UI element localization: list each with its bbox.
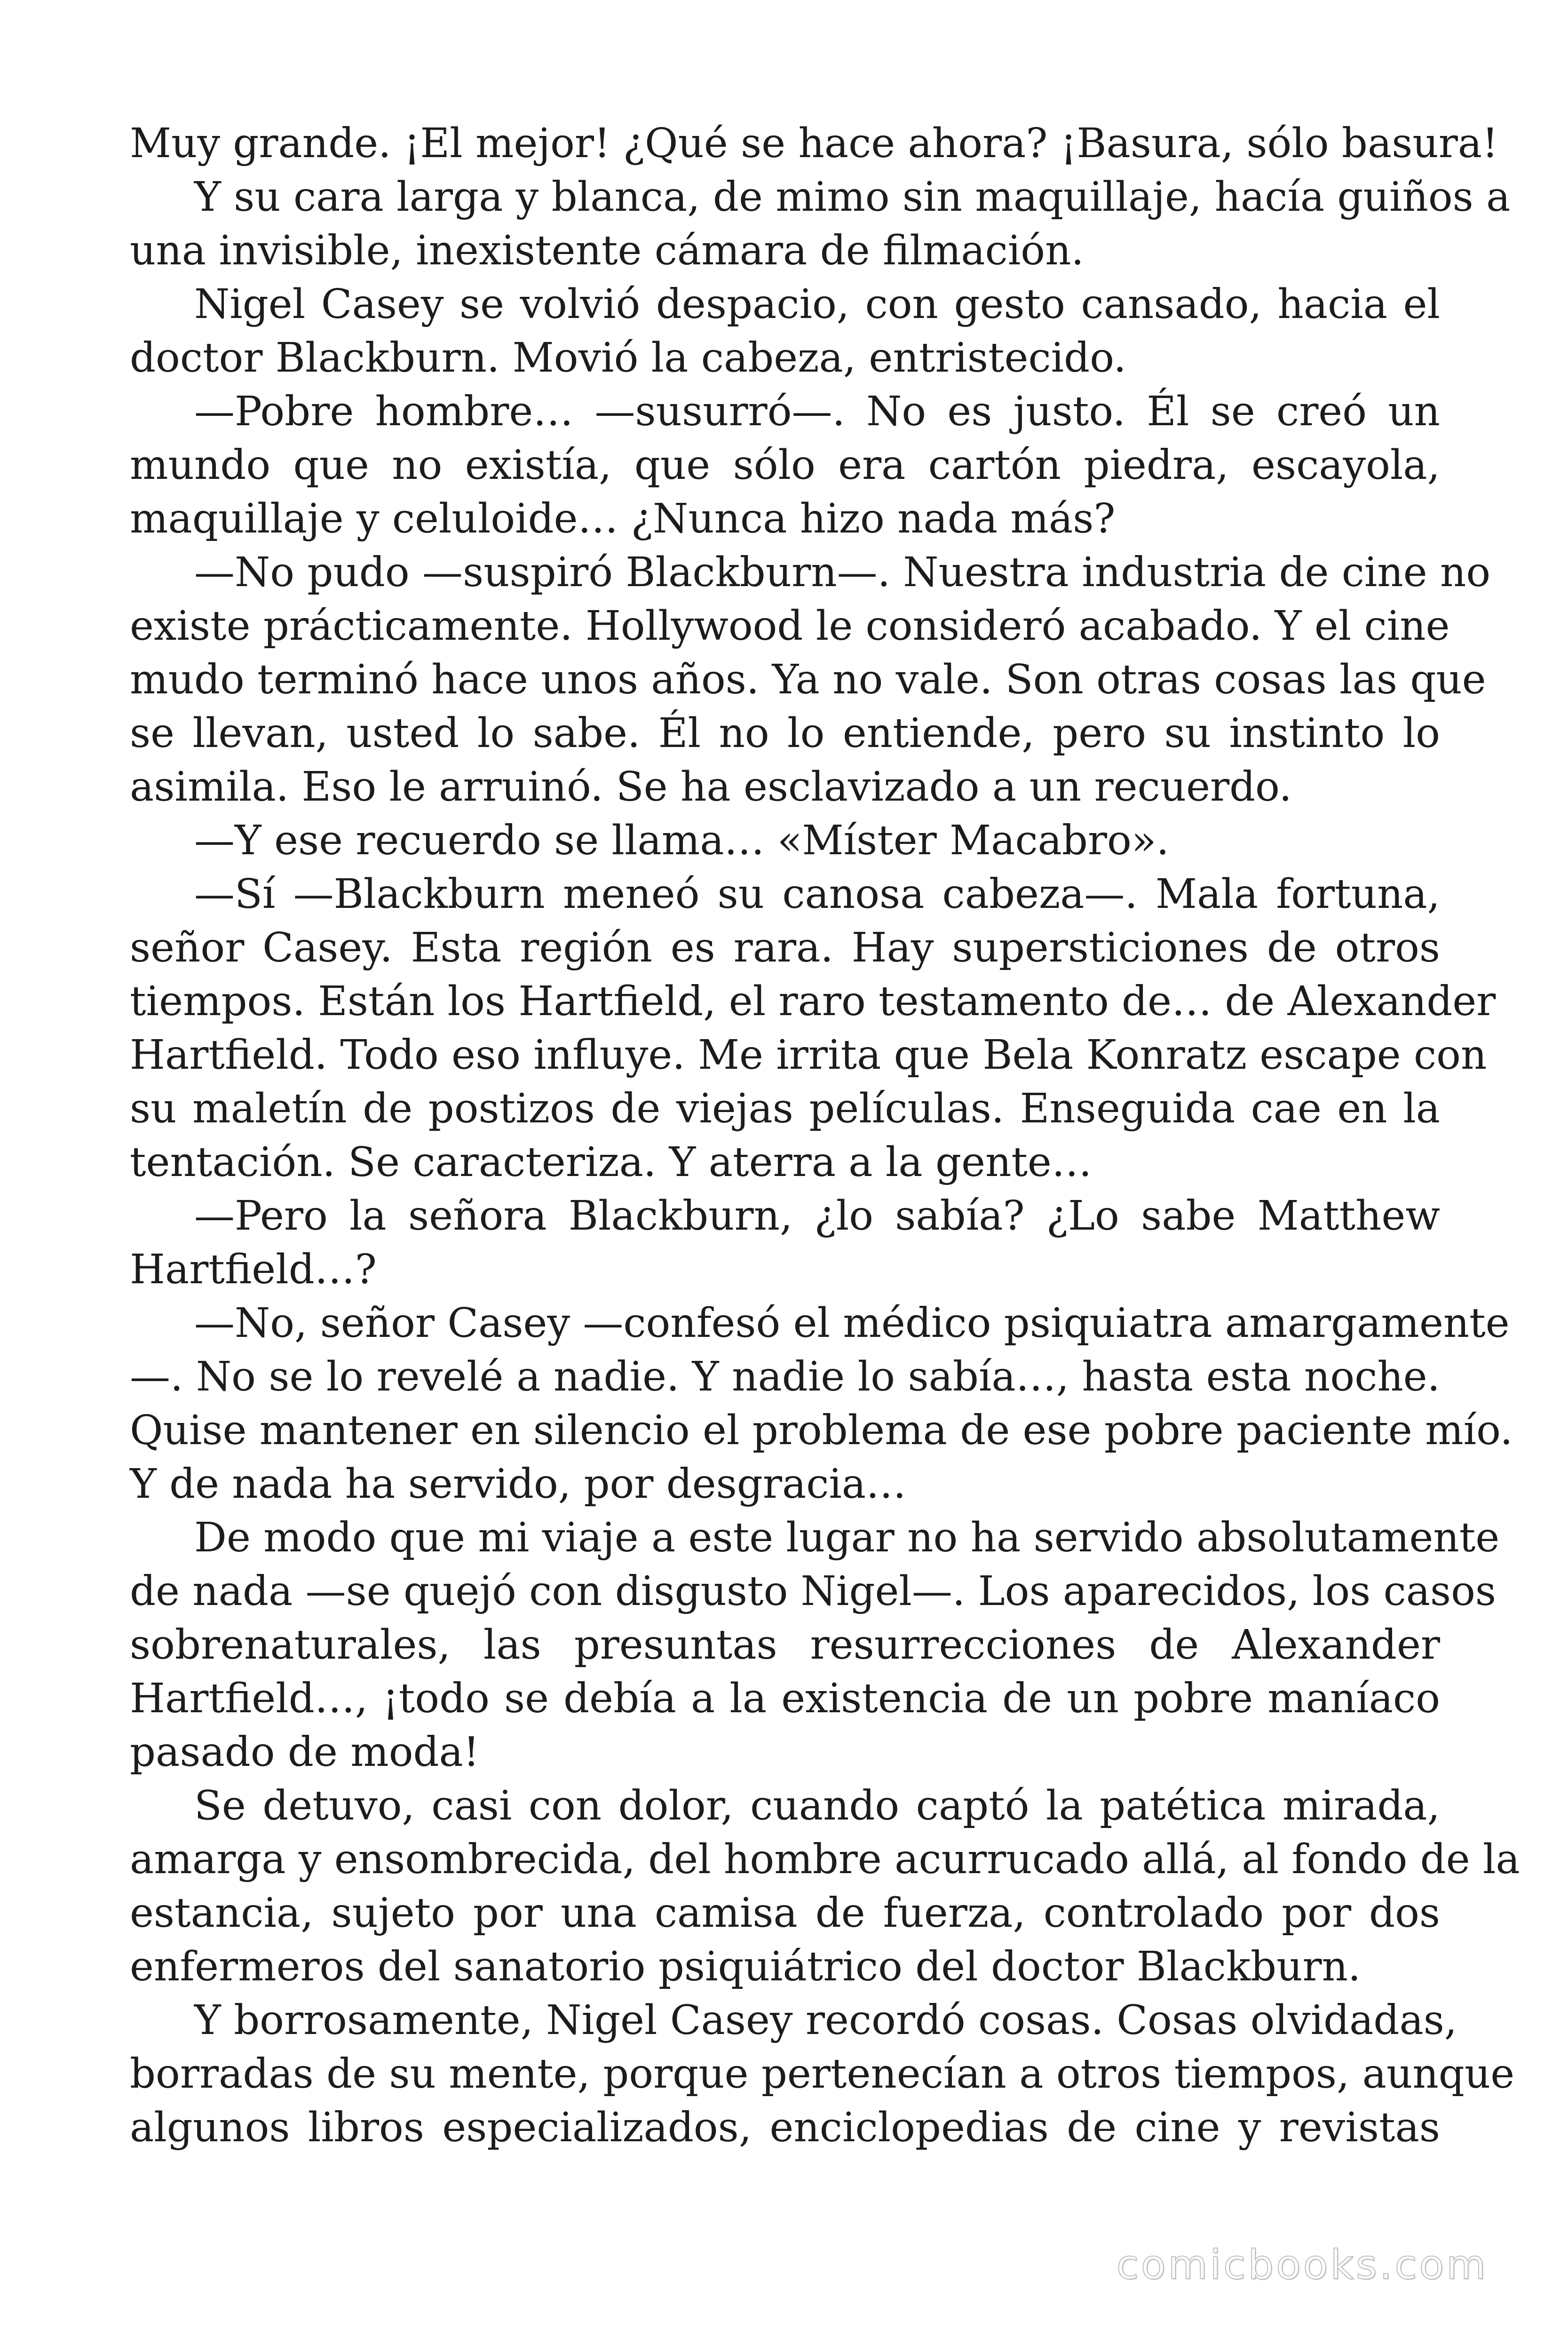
text-line: mudo terminó hace unos años. Ya no vale. Son otras cosas las que [130,656,1486,703]
text-line: borradas de su mente, porque pertenecían a otros tiempos, aunque [130,2050,1515,2098]
text-line: sobrenaturales, las presuntas resurrecciones de Alexander [130,1621,1440,1669]
text-line: Se detuvo, casi con dolor, cuando captó la patética mirada, [194,1782,1440,1829]
text-line: asimila. Eso le arruinó. Se ha esclavizado a un recuerdo. [130,763,1292,810]
text-line: Hartfield. Todo eso influye. Me irrita que Bela Konratz escape con [130,1032,1487,1079]
text-line: —Pobre hombre… —susurró—. No es justo. Él se creó un [194,388,1440,435]
text-line: señor Casey. Esta región es rara. Hay supersticiones de otros [130,924,1440,971]
text-line: Hartfield…? [130,1246,377,1293]
text-line: —No, señor Casey —confesó el médico psiquiatra amargamente [194,1300,1510,1347]
text-line: —Pero la señora Blackburn, ¿lo sabía? ¿Lo sabe Matthew [194,1192,1440,1240]
text-line: pasado de moda! [130,1729,480,1776]
text-line: Y de nada ha servido, por desgracia… [130,1461,907,1508]
text-line: una invisible, inexistente cámara de filmación. [130,227,1084,274]
text-line: Quise mantener en silencio el problema de ese pobre paciente mío. [130,1407,1513,1454]
text-line: algunos libros especializados, enciclopedias de cine y revistas [130,2104,1440,2151]
text-line: de nada —se quejó con disgusto Nigel—. Los aparecidos, los casos [130,1568,1497,1615]
text-line: se llevan, usted lo sabe. Él no lo entiende, pero su instinto lo [130,710,1440,757]
text-line: Muy grande. ¡El mejor! ¿Qué se hace ahora? ¡Basura, sólo basura! [130,120,1498,167]
text-line: De modo que mi viaje a este lugar no ha servido absolutamente [194,1514,1500,1561]
text-line: maquillaje y celuloide… ¿Nunca hizo nada más? [130,495,1116,542]
text-line: estancia, sujeto por una camisa de fuerza, controlado por dos [130,1890,1440,1937]
text-line: Y su cara larga y blanca, de mimo sin maquillaje, hacía guiños a [194,174,1511,221]
text-line: enfermeros del sanatorio psiquiátrico del doctor Blackburn. [130,1943,1361,1990]
body-text [130,117,1520,2154]
text-line: tentación. Se caracteriza. Y aterra a la gente… [130,1139,1092,1186]
text-line: su maletín de postizos de viejas películas. Enseguida cae en la [130,1085,1440,1132]
text-line: Hartfield…, ¡todo se debía a la existencia de un pobre maníaco [130,1675,1440,1722]
text-line: tiempos. Están los Hartfield, el raro testamento de… de Alexander [130,978,1496,1025]
text-line: Nigel Casey se volvió despacio, con gesto cansado, hacia el [194,281,1440,328]
text-line: —Sí —Blackburn meneó su canosa cabeza—. Mala fortuna, [194,871,1440,918]
text-line: mundo que no existía, que sólo era cartón piedra, escayola, [130,442,1440,489]
text-line: doctor Blackburn. Movió la cabeza, entristecido. [130,334,1126,381]
watermark: comicbooks.com [1116,2241,1488,2288]
text-line: —No pudo —suspiró Blackburn—. Nuestra industria de cine no [194,549,1491,596]
text-line: —. No se lo revelé a nadie. Y nadie lo sabía…, hasta esta noche. [130,1353,1440,1400]
text-line: Y borrosamente, Nigel Casey recordó cosas. Cosas olvidadas, [194,1997,1457,2044]
text-line: —Y ese recuerdo se llama… «Míster Macabro». [194,817,1169,864]
text-line: amarga y ensombrecida, del hombre acurrucado allá, al fondo de la [130,1836,1520,1883]
text-line: existe prácticamente. Hollywood le consideró acabado. Y el cine [130,603,1450,650]
